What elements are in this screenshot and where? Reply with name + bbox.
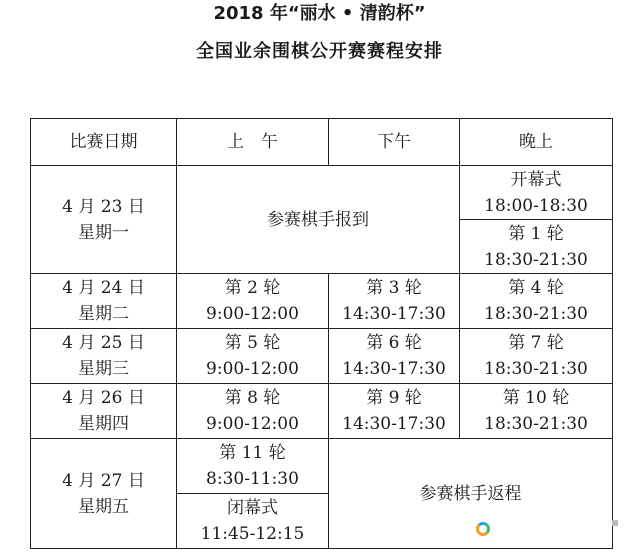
morning-cell xyxy=(177,494,329,549)
event-time: 9:00-12:00 xyxy=(206,359,299,379)
event-time: 18:30-21:30 xyxy=(484,414,588,434)
watermark-dot xyxy=(612,520,618,526)
evening-cell xyxy=(460,329,613,384)
event-title: 开幕式 xyxy=(510,169,562,190)
event-time: 18:30-21:30 xyxy=(484,304,588,324)
table-row xyxy=(31,274,613,329)
page-title: 全国业余围棋公开赛赛程安排 xyxy=(196,41,443,62)
morning-cell xyxy=(177,384,329,439)
date-cell xyxy=(31,329,177,384)
event-title: 第 2 轮 xyxy=(224,278,281,298)
date-text: 4 月 25 日 xyxy=(62,333,145,353)
evening-cell xyxy=(460,166,613,220)
event-title: 第 9 轮 xyxy=(366,388,422,408)
event-time: 9:00-12:00 xyxy=(206,414,299,434)
morning-cell xyxy=(177,439,329,494)
table-row xyxy=(31,439,613,494)
evening-cell xyxy=(460,384,613,439)
event-time: 9:00-12:00 xyxy=(206,304,299,324)
date-text: 4 月 26 日 xyxy=(62,388,145,408)
event-title: 第 5 轮 xyxy=(224,333,281,353)
title-line-1: 2018 年“丽水 • 清韵杯” xyxy=(213,3,426,24)
weekday-text: 星期二 xyxy=(78,304,129,324)
header-evening: 晚上 xyxy=(460,119,613,166)
weekday-text: 星期一 xyxy=(78,222,129,243)
event-title: 第 8 轮 xyxy=(224,388,281,408)
evening-cell xyxy=(460,274,613,329)
afternoon-cell xyxy=(329,329,460,384)
afternoon-cell xyxy=(329,384,460,439)
date-text: 4 月 27 日 xyxy=(62,470,145,491)
evening-cell xyxy=(460,220,613,274)
event-title: 第 1 轮 xyxy=(508,223,564,244)
table-row xyxy=(31,329,613,384)
event-time: 18:30-21:30 xyxy=(484,249,588,270)
event-time: 18:30-21:30 xyxy=(484,359,588,379)
date-cell xyxy=(31,166,177,274)
event-title: 第 3 轮 xyxy=(366,278,422,298)
afternoon-cell xyxy=(329,274,460,329)
event-time: 14:30-17:30 xyxy=(342,304,446,324)
date-cell xyxy=(31,384,177,439)
date-cell xyxy=(31,274,177,329)
weekday-text: 星期四 xyxy=(78,414,129,434)
header-date: 比赛日期 xyxy=(31,119,177,166)
schedule-table xyxy=(30,118,613,549)
date-text: 4 月 23 日 xyxy=(62,196,145,217)
event-time: 14:30-17:30 xyxy=(342,359,446,379)
event-time: 11:45-12:15 xyxy=(200,524,305,544)
morning-cell xyxy=(177,274,329,329)
event-title: 第 11 轮 xyxy=(219,443,286,463)
date-cell xyxy=(31,439,177,549)
event-title: 闭幕式 xyxy=(227,498,278,518)
event-title: 第 7 轮 xyxy=(508,333,564,353)
date-text: 4 月 24 日 xyxy=(62,278,145,298)
header-morning: 上 午 xyxy=(177,119,329,166)
event-time: 8:30-11:30 xyxy=(206,469,299,489)
merged-cell-arrival: 参赛棋手报到 xyxy=(177,166,460,274)
weekday-text: 星期五 xyxy=(78,496,129,517)
event-title: 第 6 轮 xyxy=(366,333,422,353)
event-title: 第 10 轮 xyxy=(502,388,570,408)
event-title: 第 4 轮 xyxy=(508,278,564,298)
header-afternoon: 下午 xyxy=(329,119,460,166)
weekday-text: 星期三 xyxy=(78,359,129,379)
merged-cell-departure: 参赛棋手返程 xyxy=(329,439,613,549)
logo-icon xyxy=(476,522,490,536)
table-row xyxy=(31,166,613,220)
event-time: 14:30-17:30 xyxy=(342,414,446,434)
table-row xyxy=(31,384,613,439)
header-row xyxy=(31,119,613,166)
event-time: 18:00-18:30 xyxy=(484,195,588,216)
morning-cell xyxy=(177,329,329,384)
